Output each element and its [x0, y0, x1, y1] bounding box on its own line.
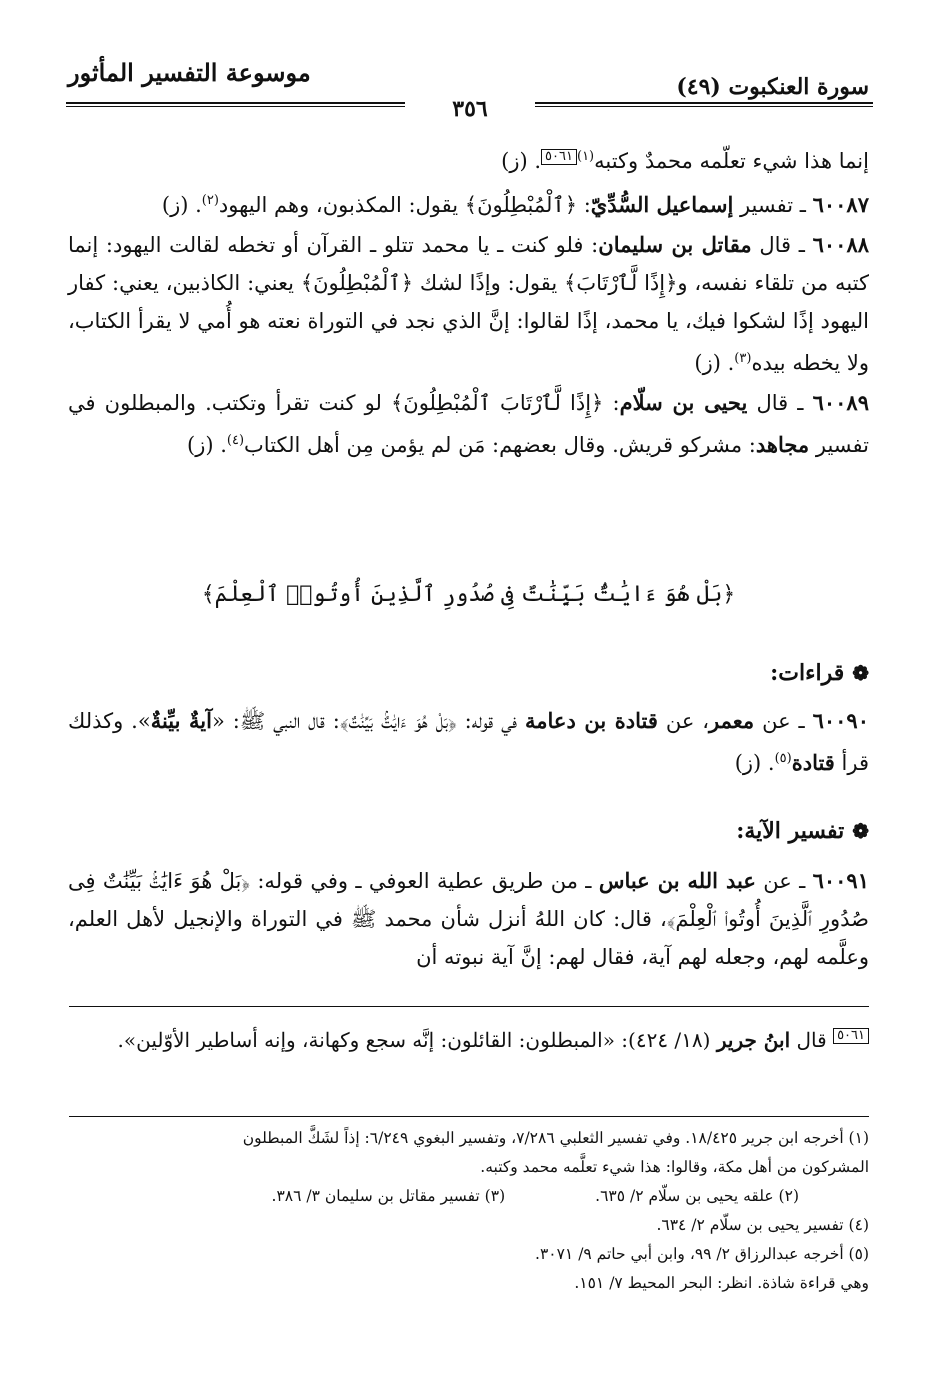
author-note: ٥٠٦١ قال ابنُ جرير (١٨/ ٤٢٤): «المبطلون: القائلون: إنَّه سجع وكهانة، وإنه أساطير الأوّلين».	[68, 1022, 869, 1058]
narration-number: ٦٠٠٩٠	[812, 708, 869, 733]
footnotes-separator	[69, 1116, 869, 1117]
author-note-separator	[69, 1006, 869, 1007]
section-heading-tafsir: ❁تفسير الآية:	[736, 818, 869, 844]
narrator-name: عبد الله بن عباس	[598, 868, 756, 893]
narrator-name: قتادة	[791, 750, 835, 775]
author-note-ref: ٥٠٦١	[833, 1028, 869, 1044]
narration-number: ٦٠٠٩١	[812, 868, 869, 893]
narration-60090: ٦٠٠٩٠ ـ عن معمر، عن قتادة بن دعامة في قوله: ﴿بَلْ هُوَ ءَايَٰتٌۢ بَيِّنَٰتٌ﴾: قال النبي ﷺ: «آيةٌ بيِّنةٌ». وكذلك قرأ قتادة$^{(٥)}$. (ز)	[68, 708, 869, 775]
reading-text: آيةٌ بيِّنةٌ	[150, 708, 212, 733]
paragraph-continuation: إنما هذا شيء تعلّمه محمدٌ وكتبه$^{(١)}$٥٠٦١. (ز)	[501, 149, 869, 173]
flower-ornament-icon: ❁	[852, 819, 869, 843]
narrator-name: مجاهد	[755, 432, 810, 457]
narration-number: ٦٠٠٨٨	[812, 232, 870, 257]
narration-number: ٦٠٠٨٩	[812, 390, 869, 415]
narration-60088: ٦٠٠٨٨ ـ قال مقاتل بن سليمان: فلو كنت ـ يا محمد تتلو ـ القرآن أو تخطه لقالت اليهود: إنما كتبه من تلقاء نفسه، و﴿إِذًا لَّٱرْتَابَ﴾ يقول: وإذًا لشك ﴿ٱلْمُبْطِلُونَ﴾ يعني: الكاذبين، يعني: كفار اليهود إذًا لشكوا فيك، يا محمد، إذًا لقالوا: إنَّ الذي نجد في التوراة نعته هو أُمي لا يقرأ الكتاب، ولا يخطه بيده$^{(٣)}$. (ز)	[68, 232, 870, 375]
footnote-5: (٥) أخرجه عبدالرزاق ٢/ ٩٩، وابن أبي حاتم ٩/ ٣٠٧١.	[535, 1245, 869, 1263]
quran-verse-heading: ﴿بَلْ هُوَ ءَايَٰتٌۢ بَيِّنَٰتٌ فِى صُدُورِ ٱلَّذِينَ أُوتُوا۟ ٱلْعِلْمَ﴾	[201, 582, 736, 607]
author-note-ref: ٥٠٦١	[541, 149, 577, 165]
flower-ornament-icon: ❁	[852, 661, 869, 685]
footnote-3: (٣) تفسير مقاتل بن سليمان ٣/ ٣٨٦.	[271, 1187, 506, 1205]
narration-60087: ٦٠٠٨٧ ـ تفسير إسماعيل السُّدِّيّ: ﴿ٱلْمُبْطِلُونَ﴾ يقول: المكذبون، وهم اليهود$^{(٢)}$. (ز)	[161, 192, 869, 217]
body-text	[68, 138, 869, 466]
footnote-5-cont: وهي قراءة شاذة. انظر: البحر المحيط ٧/ ١٥١.	[574, 1274, 869, 1292]
book-title: موسوعة التفسير المأثور	[68, 58, 311, 87]
surah-title: سورة العنكبوت (٤٩)	[676, 74, 869, 100]
footnotes	[68, 1124, 869, 1298]
narration-60091: ٦٠٠٩١ ـ عن عبد الله بن عباس ـ من طريق عطية العوفي ـ وفي قوله: ﴿بَلْ هُوَ ءَايَٰتٌۢ بَيِّنَٰتٌ فِى صُدُورِ ٱلَّذِينَ أُوتُوا۟ ٱلْعِلْمَ﴾، قال: كان اللهُ أنزل شأن محمد ﷺ في التوراة والإنجيل لأهل العلم، وعلَّمه لهم، وجعله لهم آية، فقال لهم: إنَّ آية نبوته أن	[68, 868, 869, 969]
narrator-name: معمر	[709, 708, 755, 733]
footnote-1: (١) أخرجه ابن جرير ١٨/٤٢٥. وفي تفسير الثعلبي ٧/٢٨٦، وتفسير البغوي ٦/٢٤٩: إذاً لشَكَّ المبطلون	[242, 1129, 869, 1147]
page-number: ٣٥٦	[405, 96, 535, 122]
narration-number: ٦٠٠٨٧	[812, 192, 869, 217]
section-heading-readings: ❁قراءات:	[770, 660, 869, 686]
footnote-row	[68, 1182, 869, 1211]
narrator-name: يحيى بن سلّام	[619, 390, 748, 415]
narrator-name: قتادة بن دعامة	[525, 708, 658, 733]
footnote-4: (٤) تفسير يحيى بن سلّام ٢/ ٦٣٤.	[656, 1216, 869, 1234]
narrator-name: ابنُ جرير	[716, 1028, 791, 1052]
narrator-name: مقاتل بن سليمان	[598, 232, 752, 257]
narration-60089: ٦٠٠٨٩ ـ قال يحيى بن سلّام: ﴿إِذًا لَّٱرْتَابَ ٱلْمُبْطِلُونَ﴾ لو كنت تقرأ وتكتب. والمبطلون في تفسير مجاهد: مشركو قريش. وقال بعضهم: مَن لم يؤمن مِن أهل الكتاب$^{(٤)}$. (ز)	[68, 390, 869, 457]
footnote-1-cont: المشركون من أهل مكة، وقالوا: هذا شيء تعلَّمه محمد وكتبه.	[480, 1158, 869, 1176]
footnote-2: (٢) علقه يحيى بن سلّام ٢/ ٦٣٥.	[595, 1187, 799, 1205]
narrator-name: إسماعيل السُّدِّيّ	[590, 192, 734, 217]
